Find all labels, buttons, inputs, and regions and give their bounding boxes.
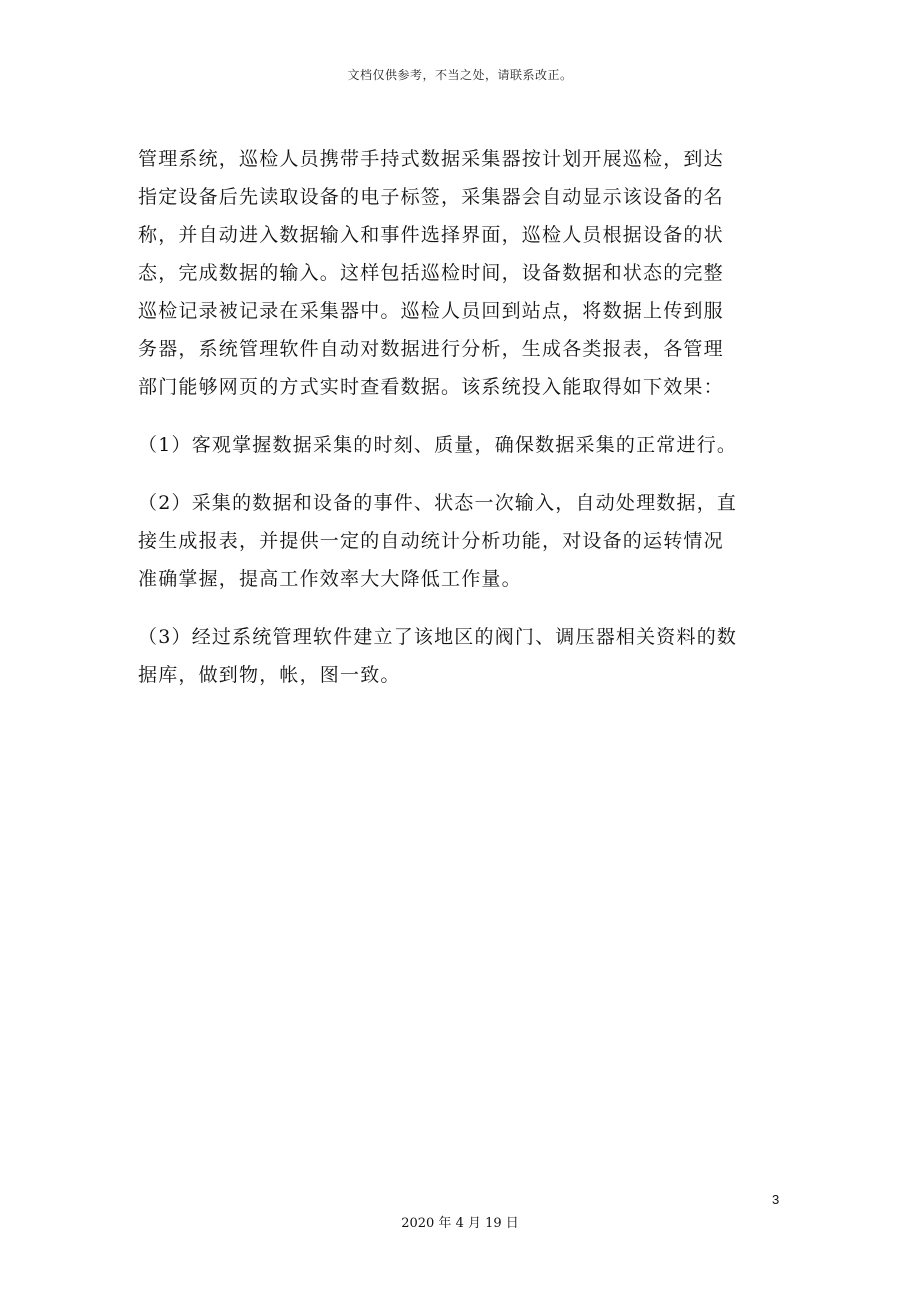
paragraph-effect-2: （2）采集的数据和设备的事件、状态一次输入，自动处理数据，直接生成报表，并提供一定的自动统计分析功能，对设备的运转情况准确掌握，提高工作效率大大降低工作量。 (138, 492, 738, 590)
page-number: 3 (772, 1192, 780, 1207)
paragraph-intro: 管理系统，巡检人员携带手持式数据采集器按计划开展巡检，到达指定设备后先读取设备的电子标签，采集器会自动显示该设备的名称，并自动进入数据输入和事件选择界面，巡检人员根据设备的状态，完成数据的输入。这样包括巡检时间，设备数据和状态的完整巡检记录被记录在采集器中。巡检人员回到站点，将数据上传到服务器，系统管理软件自动对数据进行分析，生成各类报表，各管理部门能够网页的方式实时查看数据。该系统投入能取得如下效果： (138, 148, 724, 398)
paragraph-effect-3: （3）经过系统管理软件建立了该地区的阀门、调压器相关资料的数据库，做到物，帐，图一致。 (138, 626, 738, 686)
body-text (138, 140, 738, 694)
paragraph-effect-1: （1）客观掌握数据采集的时刻、质量，确保数据采集的正常进行。 (138, 434, 738, 456)
footer-date: 2020 年 4 月 19 日 (401, 1216, 519, 1231)
header-disclaimer: 文档仅供参考，不当之处，请联系改正。 (347, 68, 573, 82)
